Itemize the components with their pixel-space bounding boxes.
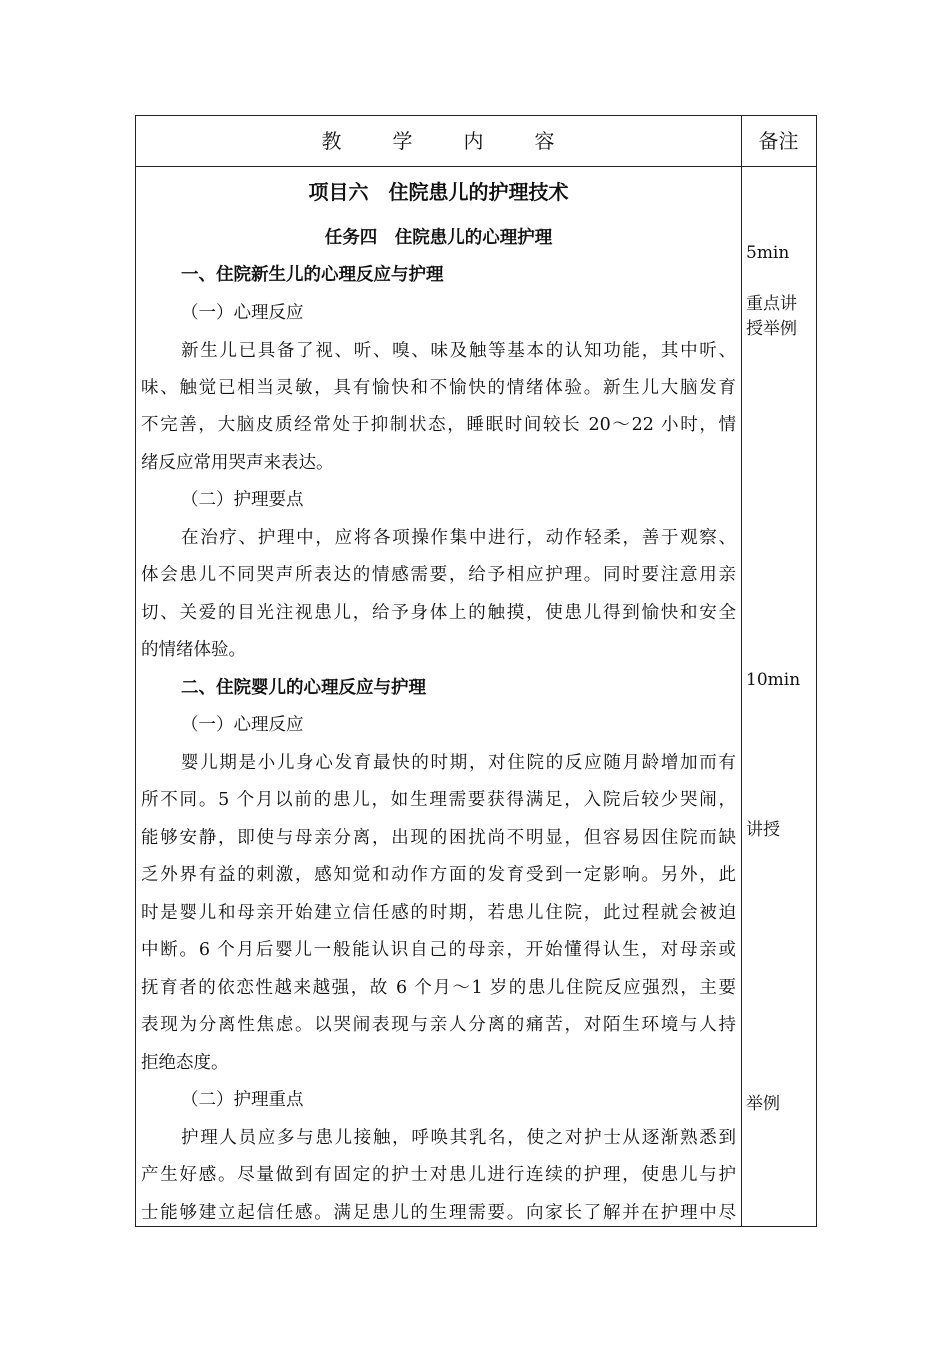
section1-sub2: （二）护理要点 — [181, 490, 304, 510]
header-teaching-content — [136, 116, 741, 166]
section2-sub1: （一）心理反应 — [181, 715, 304, 735]
header-char: 学 — [392, 129, 414, 153]
section1-sub1: （一）心理反应 — [181, 303, 304, 323]
paragraph-line: 绪反应常用哭声来表达。 — [141, 453, 334, 473]
header-char: 教 — [321, 129, 343, 153]
paragraph-line: 时是婴儿和母亲开始建立信任感的时期，若患儿住院，此过程就会被迫 — [141, 903, 736, 923]
section2-heading: 二、住院婴儿的心理反应与护理 — [181, 678, 426, 698]
paragraph-line: 表现为分离性焦虑。以哭闹表现与亲人分离的痛苦，对陌生环境与人持 — [141, 1015, 736, 1035]
paragraph-line: 护理人员应多与患儿接触，呼唤其乳名，使之对护士从逐渐熟悉到 — [181, 1128, 736, 1148]
paragraph-line: 切、关爱的目光注视患儿，给予身体上的触摸，使患儿得到愉快和安全 — [141, 603, 736, 623]
lesson-plan-table — [135, 115, 817, 1227]
task-title: 任务四 住院患儿的心理护理 — [324, 228, 553, 248]
note-time: 5min — [746, 243, 790, 263]
note-method: 讲授 — [746, 820, 780, 840]
note-method: 举例 — [746, 1094, 780, 1114]
paragraph-line: 乏外界有益的刺激，感知觉和动作方面的发育受到一定影响。另外，此 — [141, 865, 736, 885]
paragraph-line: 在治疗、护理中，应将各项操作集中进行，动作轻柔，善于观察、 — [181, 528, 736, 548]
note-method: 重点讲 — [746, 294, 797, 314]
paragraph-line: 新生儿已具备了视、听、嗅、味及触等基本的认知功能，其中听、 — [181, 341, 736, 361]
header-char: 容 — [534, 129, 556, 153]
paragraph-line: 所不同。5 个月以前的患儿，如生理需要获得满足，入院后较少哭闹， — [141, 790, 736, 810]
header-divider — [136, 166, 816, 167]
paragraph-line: 婴儿期是小儿身心发育最快的时期，对住院的反应随月龄增加而有 — [181, 753, 736, 773]
paragraph-line: 的情绪体验。 — [141, 640, 246, 660]
paragraph-line: 中断。6 个月后婴儿一般能认识自己的母亲，开始懂得认生，对母亲或 — [141, 940, 736, 960]
note-method: 授举例 — [746, 319, 797, 339]
header-notes: 备注 — [758, 129, 799, 153]
project-title: 项目六 住院患儿的护理技术 — [308, 180, 569, 204]
paragraph-line: 能够安静，即使与母亲分离，出现的困扰尚不明显，但容易因住院而缺 — [141, 828, 736, 848]
paragraph-line: 不完善，大脑皮质经常处于抑制状态，睡眠时间较长 20～22 小时，情 — [141, 415, 736, 435]
section2-sub2: （二）护理重点 — [181, 1090, 304, 1110]
paragraph-line: 产生好感。尽量做到有固定的护士对患儿进行连续的护理，使患儿与护 — [141, 1165, 736, 1185]
column-divider — [741, 116, 742, 1226]
section1-heading: 一、住院新生儿的心理反应与护理 — [181, 265, 444, 285]
note-time: 10min — [746, 670, 801, 690]
paragraph-line: 味、触觉已相当灵敏，具有愉快和不愉快的情绪体验。新生儿大脑发育 — [141, 378, 736, 398]
paragraph-line: 士能够建立起信任感。满足患儿的生理需要。向家长了解并在护理中尽 — [141, 1203, 736, 1223]
paragraph-line: 拒绝态度。 — [141, 1053, 229, 1073]
header-char: 内 — [463, 129, 485, 153]
paragraph-line: 体会患儿不同哭声所表达的情感需要，给予相应护理。同时要注意用亲 — [141, 565, 736, 585]
paragraph-line: 抚育者的依恋性越来越强，故 6 个月～1 岁的患儿住院反应强烈，主要 — [141, 978, 736, 998]
